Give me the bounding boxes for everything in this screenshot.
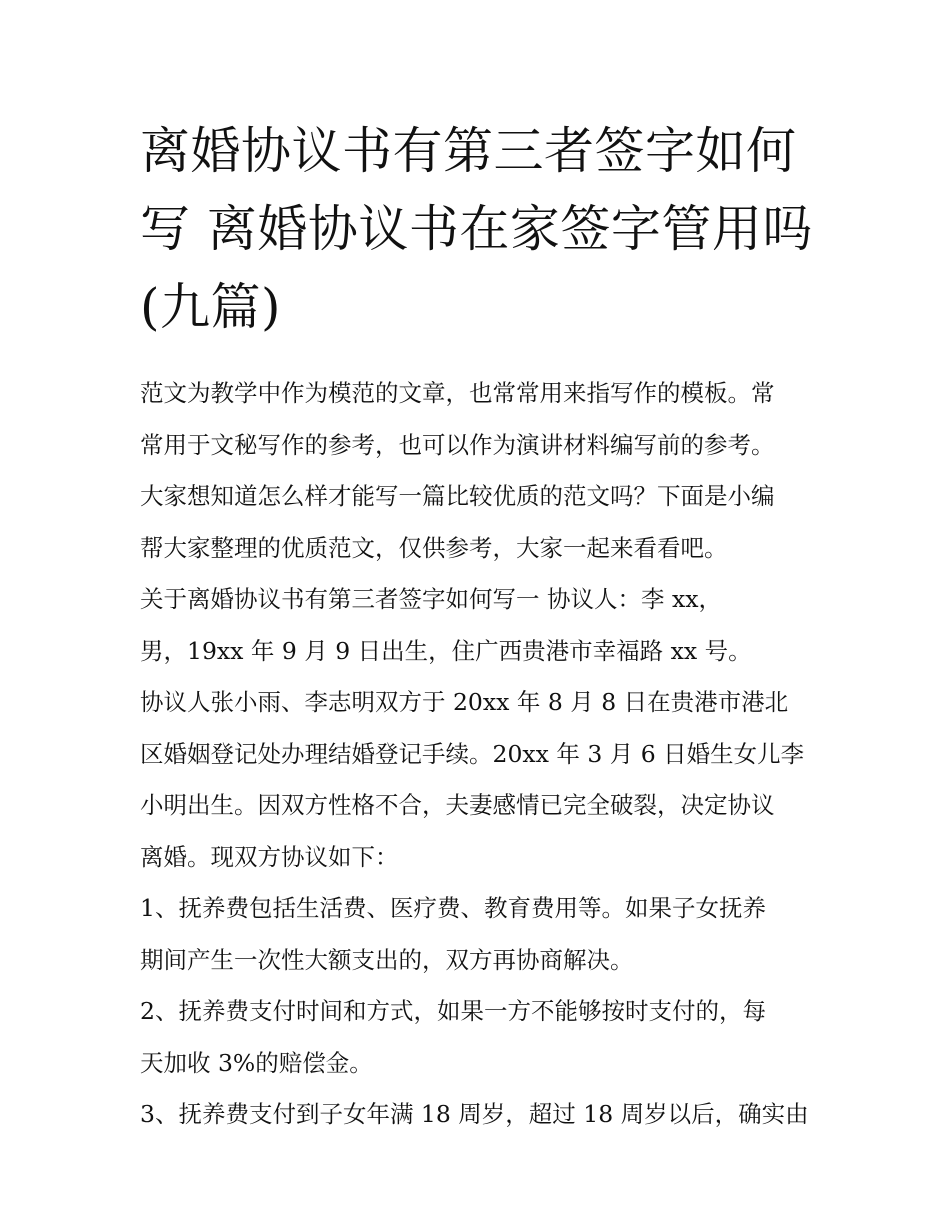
text-line: 2、抚养费支付时间和方式，如果一方不能够按时支付的，每 bbox=[140, 997, 766, 1025]
text-line: 常用于文秘写作的参考，也可以作为演讲材料编写前的参考。 bbox=[140, 430, 775, 459]
text-line: 期间产生一次性大额支出的，双方再协商解决。 bbox=[140, 945, 634, 974]
text-line: 区婚姻登记处办理结婚登记手续。20xx 年 3 月 6 日婚生女儿李 bbox=[140, 739, 805, 768]
text-line: 男，19xx 年 9 月 9 日出生，住广西贵港市幸福路 xx 号。 bbox=[140, 636, 752, 665]
title-line-1: 离婚协议书有第三者签字如何 bbox=[140, 122, 797, 180]
text-line: 关于离婚协议书有第三者签字如何写一 协议人：李 xx， bbox=[140, 585, 722, 613]
clause-3 bbox=[140, 1089, 820, 1141]
title-line-2: 写 离婚协议书在家签字管用吗 bbox=[140, 200, 813, 258]
text-line: 1、抚养费包括生活费、医疗费、教育费用等。如果子女抚养 bbox=[140, 894, 766, 922]
title-line-3: (九篇) bbox=[140, 278, 282, 336]
text-line: 帮大家整理的优质范文，仅供参考，大家一起来看看吧。 bbox=[140, 533, 728, 562]
text-line: 大家想知道怎么样才能写一篇比较优质的范文吗？下面是小编 bbox=[140, 482, 775, 510]
clause-2 bbox=[140, 986, 820, 1089]
document-page bbox=[140, 112, 820, 1141]
intro-paragraph bbox=[140, 368, 820, 574]
text-line: 小明出生。因双方性格不合，夫妻感情已完全破裂，决定协议 bbox=[140, 791, 775, 819]
text-line: 天加收 3%的赔偿金。 bbox=[140, 1048, 373, 1077]
text-line: 3、抚养费支付到子女年满 18 周岁，超过 18 周岁以后，确实由 bbox=[140, 1100, 809, 1128]
text-line: 范文为教学中作为模范的文章，也常常用来指写作的模板。常 bbox=[140, 379, 775, 407]
party-paragraph bbox=[140, 574, 820, 677]
text-line: 协议人张小雨、李志明双方于 20xx 年 8 月 8 日在贵港市港北 bbox=[140, 688, 789, 716]
document-title bbox=[140, 112, 820, 346]
background-paragraph bbox=[140, 677, 820, 883]
clause-1 bbox=[140, 883, 820, 986]
text-line: 离婚。现双方协议如下： bbox=[140, 842, 399, 871]
